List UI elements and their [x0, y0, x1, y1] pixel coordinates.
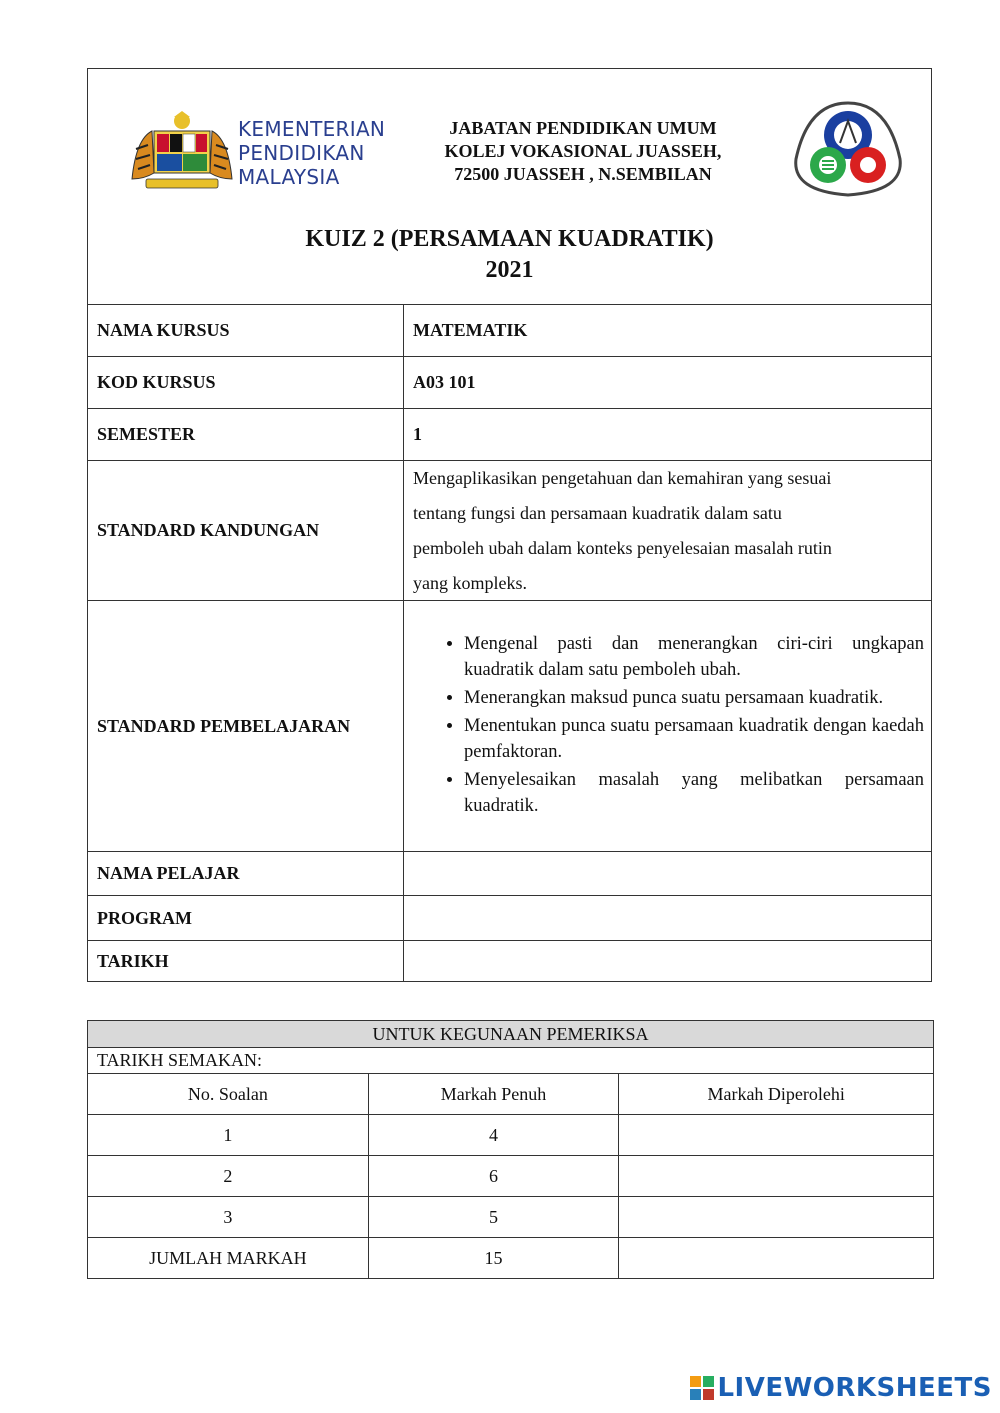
row-nama-kursus: [88, 305, 931, 357]
row-tarikh: [88, 941, 931, 982]
ministry-line-3: MALAYSIA: [238, 165, 340, 189]
tarikh-semakan-label: TARIKH SEMAKAN:: [88, 1048, 934, 1074]
quiz-cover-box: [87, 68, 932, 982]
standard-pembelajaran-label: STANDARD PEMBELAJARAN: [88, 601, 404, 851]
tarikh-semakan-row: [88, 1048, 934, 1074]
quiz-title-line-1: KUIZ 2 (PERSAMAAN KUADRATIK): [305, 226, 714, 252]
liveworksheets-watermark: [689, 1373, 992, 1403]
question-number: 3: [88, 1197, 369, 1238]
quiz-title: [88, 224, 931, 286]
total-obtained-field[interactable]: [619, 1238, 934, 1279]
kod-kursus-label: KOD KURSUS: [88, 357, 404, 408]
standard-kandungan-label: STANDARD KANDUNGAN: [88, 461, 404, 600]
quiz-year: 2021: [485, 257, 534, 283]
standard-pembelajaran-item: • Mengenal pasti dan menerangkan ciri-ciri ungkapan kuadratik dalam satu pemboleh ubah.: [464, 631, 924, 683]
tarikh-field[interactable]: [404, 941, 931, 982]
nama-pelajar-field[interactable]: [404, 852, 931, 895]
obtained-mark-field[interactable]: [619, 1115, 934, 1156]
nama-kursus-label: NAMA KURSUS: [88, 305, 404, 356]
ministry-line-2: PENDIDIKAN: [238, 141, 365, 165]
row-standard-kandungan: [88, 461, 931, 601]
examiner-table-header-row: [88, 1074, 934, 1115]
standard-kandungan-line-3: pemboleh ubah dalam konteks penyelesaian masalah rutin: [413, 537, 832, 558]
column-header-markah-penuh: Markah Penuh: [368, 1074, 619, 1115]
standard-kandungan-line-1: Mengaplikasikan pengetahuan dan kemahiran yang sesuai: [413, 467, 832, 488]
nama-kursus-value: MATEMATIK: [413, 320, 528, 340]
ministry-line-1: KEMENTERIAN: [238, 117, 386, 141]
standard-pembelajaran-list-cell: [404, 601, 931, 851]
jumlah-markah-value: 15: [368, 1238, 619, 1279]
college-logo-icon: [788, 99, 908, 199]
standard-pembelajaran-item: • Menerangkan maksud punca suatu persamaan kuadratik.: [464, 685, 924, 711]
table-row: [88, 1197, 934, 1238]
total-row: [88, 1238, 934, 1279]
table-row: [88, 1156, 934, 1197]
ministry-name: [238, 117, 385, 189]
department-line-1: JABATAN PENDIDIKAN UMUM: [449, 118, 717, 138]
full-mark: 5: [368, 1197, 619, 1238]
full-mark: 6: [368, 1156, 619, 1197]
semester-label: SEMESTER: [88, 409, 404, 460]
liveworksheets-logo-icon: [689, 1375, 715, 1401]
standard-kandungan-line-4: yang kompleks.: [413, 572, 527, 593]
obtained-mark-field[interactable]: [619, 1156, 934, 1197]
header: [88, 69, 931, 305]
examiner-table-title-row: [88, 1021, 934, 1048]
column-header-no-soalan: No. Soalan: [88, 1074, 369, 1115]
row-semester: [88, 409, 931, 461]
question-number: 2: [88, 1156, 369, 1197]
department-address: [418, 117, 748, 186]
kod-kursus-value: A03 101: [413, 372, 476, 392]
full-mark: 4: [368, 1115, 619, 1156]
row-program: [88, 896, 931, 941]
row-nama-pelajar: [88, 852, 931, 896]
program-label: PROGRAM: [88, 896, 404, 940]
tarikh-label: TARIKH: [88, 941, 404, 982]
standard-pembelajaran-item: • Menyelesaikan masalah yang melibatkan persamaan kuadratik.: [464, 767, 924, 819]
question-number: 1: [88, 1115, 369, 1156]
standard-kandungan-line-2: tentang fungsi dan persamaan kuadratik dalam satu: [413, 502, 782, 523]
standard-kandungan-text: [404, 461, 931, 600]
row-standard-pembelajaran: [88, 601, 931, 852]
row-kod-kursus: [88, 357, 931, 409]
watermark-text: LIVEWORKSHEETS: [717, 1373, 992, 1403]
examiner-table: [87, 1020, 934, 1279]
standard-pembelajaran-list: [404, 631, 924, 821]
standard-pembelajaran-item: • Menentukan punca suatu persamaan kuadratik dengan kaedah pemfaktoran.: [464, 713, 924, 765]
department-line-3: 72500 JUASSEH , N.SEMBILAN: [454, 164, 712, 184]
table-row: [88, 1115, 934, 1156]
jumlah-markah-label: JUMLAH MARKAH: [88, 1238, 369, 1279]
department-line-2: KOLEJ VOKASIONAL JUASSEH,: [444, 141, 722, 161]
examiner-table-title: UNTUK KEGUNAAN PEMERIKSA: [88, 1021, 934, 1048]
program-field[interactable]: [404, 896, 931, 940]
column-header-markah-diperolehi: Markah Diperolehi: [619, 1074, 934, 1115]
nama-pelajar-label: NAMA PELAJAR: [88, 852, 404, 895]
obtained-mark-field[interactable]: [619, 1197, 934, 1238]
semester-value: 1: [413, 424, 422, 444]
